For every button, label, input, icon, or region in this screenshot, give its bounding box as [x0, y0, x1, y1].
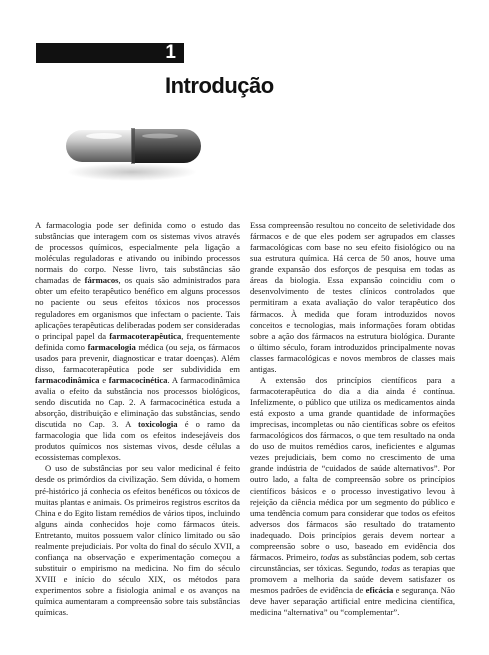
capsule-illustration [52, 92, 212, 192]
bold-term: toxicologia [137, 419, 178, 430]
italic-term: todas [320, 551, 340, 562]
paragraph [35, 220, 240, 463]
chapter-number-bar [36, 43, 184, 63]
text-run: e [99, 374, 109, 385]
text-run: é o ramo da farmacologia que lida com os efeitos indesejáveis dos produtos químicos nos sistemas vivos, desde células a ecossistemas complexos. [35, 419, 240, 463]
text-run: e segurança. Não deve haver separação artificial entre medicina científica, medicina “alternativa” ou “complementar”. [250, 585, 455, 618]
bold-term: farmacologia [87, 341, 136, 352]
right-text-column [250, 220, 455, 618]
paragraph [35, 463, 240, 618]
bold-term: farmacodinâmica [35, 374, 100, 385]
italic-term: todas [381, 562, 400, 573]
text-run: O uso de substâncias por seu valor medicinal é feito desde os primórdios da civilização. Sem dúvida, o homem pré-histórico já conhecia os efeitos benéficos ou tóxicos de muitas plantas e animais. Os primeiros registros escritos da China e do Egito listam remédios de vários tipos, incluindo alguns ainda conhecidos hoje como fármacos úteis. Entretanto, muitos possuem valor clínico limitado ou são realmente prejudiciais. Por volta do final do século XVII, a confiança na observação e experimentação começou a substituir o empirismo na medicina. No fim do século XVIII e início do século XIX, os métodos para experimentos sobre a fisiologia animal e os avanços na química aumentaram a compreensão sobre tais substâncias químicas. [35, 463, 240, 618]
paragraph [250, 375, 455, 618]
paragraph [250, 220, 455, 375]
text-run: . A farmacodinâmica avalia o efeito da substância nos processos biológicos, sendo discutida no Cap. 2. A farmacocinética estuda a absorção, distribuição e eliminação das substâncias, sendo discutida no Cap. 3. A [35, 374, 240, 430]
bold-term: farmacoterapêutica [109, 330, 182, 341]
bold-term: farmacocinética [108, 374, 168, 385]
text-run: A extensão dos princípios científicos para a farmacoterapêutica do dia a dia ainda é contínua. Infelizmente, o público que utiliza os medicamentos ainda está exposto a uma grande quantidade de informações imprecisas, incompletas ou não científicas sobre os efeitos farmacológicos dos fármacos, o que tem resultado na onda do uso de muitos remédios caros, ineficientes e algumas vezes prejudiciais, bem como no crescimento de uma grande indústria de “cuidados de saúde alternativos”. Por outro lado, a falta de compreensão sobre os princípios científicos básicos e o processo investigativo levou à rejeição da ciência médica por um segmento do público e uma tendência comum para considerar que todos os efeitos adversos dos fármacos são resultado do tratamento inadequado. Dois princípios gerais devem nortear a compreensão sobre o uso, baseado em evidência dos fármacos. Primeiro, [250, 374, 455, 562]
chapter-number: 1 [165, 42, 176, 63]
text-run: , os quais são administrados para obter um efeito terapêutico benéfico em alguns processos no paciente ou seus efeitos tóxicos nos processos reguladores em organismos que infectam o paciente. Tais aplicações terapêuticas deliberadas podem ser consideradas o principal papel da [35, 275, 240, 341]
text-run: , frequentemente definida como [35, 330, 240, 352]
bold-term: fármacos [84, 275, 119, 286]
capsule-icon [52, 92, 212, 192]
text-run: Essa compreensão resultou no conceito de seletividade dos fármacos e de que eles podem ser agrupados em classes farmacológicas com base no seu efeito fisiológico ou na sua estrutura química. Há cerca de 50 anos, houve uma grande expansão dos esforços de pesquisa em todas as áreas da biologia. Essa expansão coincidiu com o desenvolvimento de testes clínicos controlados que permitiram a exata avaliação do valor terapêutico dos fármacos. À medida que foram introduzidos novos conceitos e tecnologias, mais informações foram obtidas sobre a ação dos fármacos na estrutura biológica. Durante o último século, foram introduzidos principalmente novas classes farmacológicas e novos membros de classes mais antigas. [250, 220, 455, 374]
text-run: A farmacologia pode ser definida como o estudo das substâncias que interagem com os sistemas vivos através de processos químicos, especialmente pela ligação a moléculas reguladoras e ativando ou inibindo processos normais do corpo. Nesse livro, tais substâncias são chamadas de [35, 220, 240, 286]
left-text-column [35, 220, 240, 618]
text-run: as substâncias podem, sob certas circunstâncias, ser tóxicas. Segundo, [250, 551, 455, 573]
chapter-title: Introdução [165, 73, 274, 98]
text-run: as terapias que promovem a melhoria da saúde devem satisfazer os mesmos padrões de evidência de [250, 562, 456, 596]
text-run: médica (ou seja, os fármacos usados para prevenir, diagnosticar e tratar doenças). Além disso, farmacoterapêutica pode ser subdividida em [35, 341, 241, 374]
bold-term: eficácia [365, 585, 394, 596]
